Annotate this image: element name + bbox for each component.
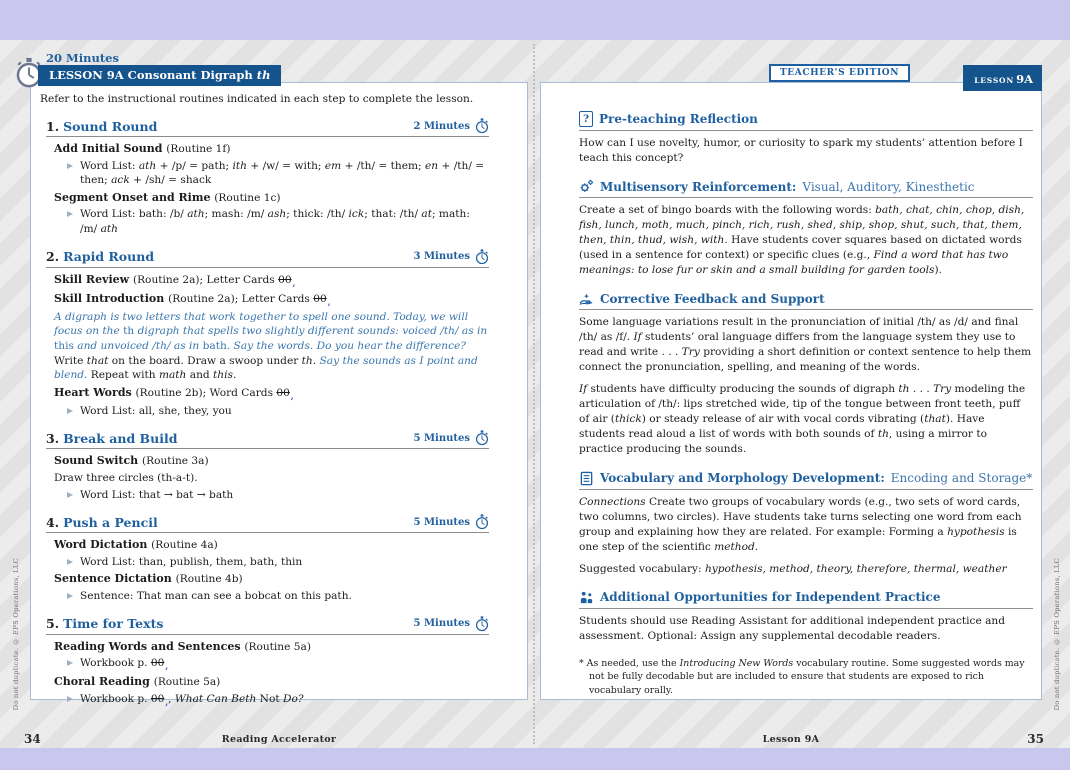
text-segment: digraph that spells two slightly different sounds: voiced /th/ as in [134,325,488,338]
stopwatch-icon [475,118,489,134]
copyright-note-right: Do not duplicate. © EPS Operations, LLC [1053,558,1061,711]
text-segment: at [421,208,432,221]
step-number: 5. [46,616,60,632]
text-segment: th [301,354,313,367]
word-list-text [80,208,470,235]
text-segment: Word List: all, she, they, you [80,404,232,417]
section-subtitle: Encoding and Storage* [890,471,1033,485]
text-segment: Draw three circles (th-a-t). [54,472,198,485]
routine-subhead [54,639,489,655]
text-segment: Suggested vocabulary: [579,562,705,575]
play-bullet-icon [67,211,73,217]
text-segment: , [168,692,175,705]
routine-subhead [54,571,489,587]
section-title: Vocabulary and Morphology Development: [600,471,885,485]
text-segment: ack [111,174,130,187]
text-segment: , [327,296,331,307]
text-segment: Some language variations result in the pronunciation of initial /th/ as /d/ and final /th/ as /f/. [579,316,1019,344]
step-sound-round [46,118,489,237]
text-segment: Skill Introduction [54,291,169,305]
section-header [579,590,1033,609]
text-segment: Word List: that → bat → bath [80,488,234,501]
section-paragraph [579,614,1033,644]
text-segment: , [290,390,294,401]
section-title: Pre-teaching Reflection [599,112,758,126]
text-segment: (Routine 1c) [214,191,281,204]
right-page-number: 35 [1027,732,1044,746]
text-segment: providing a short definition or context sentence to help them connect the pronunciation, spelling, and meaning of the words. [579,346,1032,374]
text-segment: (Routine 3a) [142,455,209,468]
book-spread-background [0,40,1070,748]
text-segment: Word List: than, publish, them, bath, thin [80,555,303,568]
section-header [579,291,1033,310]
text-segment: Not [259,692,280,705]
text-segment: (Routine 4b) [175,573,243,586]
section-subtitle: Visual, Auditory, Kinesthetic [802,179,975,194]
word-list-text [80,556,302,568]
text-segment: hypothesis [947,525,1005,538]
text-segment: en [424,159,439,172]
text-segment: Introducing New Words [679,657,794,669]
step-title: Rapid Round [63,249,155,265]
section-paragraph [579,495,1033,555]
text-segment: If [579,383,588,396]
right-running-foot: Lesson 9A [762,734,820,745]
play-bullet-icon [67,492,73,498]
workbook-line [66,692,489,708]
step-time-for-texts [46,616,489,708]
text-segment: What Can Beth [174,692,260,705]
center-perforation-line [533,44,535,744]
text-segment: (Routine 2a); Letter Cards [168,292,314,305]
word-list-line [66,207,489,236]
section-vocabulary-morphology [579,471,1033,577]
text-segment: hypothesis, method, theory, therefore, thermal, weather [704,562,1007,575]
stopwatch-icon [475,249,489,265]
right-page-content [541,83,1041,698]
lesson-duration-label: 20 Minutes [46,51,119,65]
text-segment: Word Dictation [54,538,152,552]
footnote [579,657,1033,698]
text-segment: 00 [313,292,327,305]
stopwatch-icon [475,616,489,632]
instruction-line [54,471,489,486]
step-header [46,430,489,449]
section-title: Multisensory Reinforcement: [600,179,797,194]
text-segment: . Say the words. Do you hear the difference? [226,339,466,352]
text-segment: * As needed, use the [579,657,680,669]
text-segment: ash [267,208,287,221]
text-segment: If [633,331,642,344]
text-segment: Heart Words [54,385,136,399]
section-pre-teaching-reflection [579,111,1033,166]
text-segment: . [232,369,237,382]
text-segment: ; that: /th/ [364,208,422,221]
stopwatch-icon [475,514,489,530]
routine-subhead [54,453,489,469]
section-multisensory-reinforcement [579,179,1033,278]
routine-subhead [54,537,489,553]
text-segment: ith [232,159,247,172]
section-paragraph [579,315,1033,375]
text-segment: (Routine 4a) [151,539,218,552]
section-additional-opportunities [579,590,1033,644]
text-segment: (Routine 2a); Letter Cards [132,273,279,286]
text-segment: (Routine 5a) [244,640,311,653]
routine-subhead [54,674,489,690]
text-segment: is one step of the scientific [579,525,1017,553]
text-segment: . . . [909,383,934,396]
text-segment: + /sh/ = shack [129,174,212,187]
question-icon: ? [579,111,593,127]
text-segment: Sentence: That man can see a bobcat on this path. [80,590,352,603]
lesson-tab-number: 9A [1016,72,1033,86]
text-segment: , [165,696,169,707]
text-segment: students’ oral language differs from the language system they use to read and write . . . [579,331,1016,359]
text-segment: ; math: /m/ [80,208,470,236]
text-segment: th [898,383,910,396]
step-minutes: 3 Minutes [413,251,470,263]
text-segment: Create a set of bingo boards with the following words: [579,204,876,217]
text-segment: Workbook p. [80,657,151,670]
copyright-note-left: Do not duplicate. © EPS Operations, LLC [12,558,20,711]
word-list-text [80,160,484,187]
text-segment: Word List: [80,159,139,172]
section-header [579,471,1033,490]
text-segment: 00 [150,692,165,705]
step-title: Sound Round [63,118,158,134]
section-paragraph [579,203,1033,278]
play-bullet-icon [67,696,73,702]
text-segment: th [256,68,271,82]
text-segment: Say the sounds as I point and blend. [54,354,478,382]
text-segment: Segment Onset and Rime [54,190,215,204]
left-running-foot: Reading Accelerator [221,734,337,745]
text-segment: Create two groups of vocabulary words (e.g., two sets of word cards, two columns, two circles). Have students take turns selecting one word from each group and explaining how they are related. For example: Forming a [579,495,1022,538]
word-list-text [80,405,232,417]
step-number: 4. [46,514,60,530]
step-minutes: 5 Minutes [413,618,470,630]
step-rapid-round [46,249,489,419]
text-segment: this [213,369,233,382]
text-segment: method [714,540,755,553]
workbook-text [80,657,169,672]
text-segment: and [186,369,214,382]
step-header [46,616,489,635]
step-minutes: 2 Minutes [413,120,470,132]
text-segment: ; thick: /th/ [286,208,349,221]
lesson-tab-label: LESSON [974,76,1015,85]
step-number: 2. [46,249,60,265]
text-segment: em [324,159,342,172]
text-segment: 00 [278,273,292,286]
step-title: Break and Build [63,430,178,446]
text-segment: math [158,369,187,382]
text-segment: vocabulary routine. Some suggested words may not be fully decodable but are included to ensure that students are exposed to rich vocabulary orally. [589,657,1025,696]
right-page [540,82,1042,700]
step-minutes: 5 Minutes [413,432,470,444]
left-page-content [31,83,527,708]
routine-subhead [54,141,489,157]
routine-subhead [54,385,489,402]
section-header [579,111,1033,131]
text-segment: ). Have students read aloud a list of words with both sounds of [579,413,985,441]
step-number: 3. [46,430,60,446]
gears-icon [579,179,594,194]
teacher-script-paragraph [54,310,489,383]
text-segment: How can I use novelty, humor, or curiosity to spark my students’ attention before I teach this concept? [579,137,1023,165]
text-segment: + /p/ = path; [156,159,233,172]
left-page-number: 34 [24,732,41,746]
step-minutes: 5 Minutes [413,516,470,528]
word-list-line [66,488,489,503]
text-segment: Connections [579,495,646,508]
play-bullet-icon [67,408,73,414]
text-segment: thick [614,413,642,426]
text-segment: this [54,339,74,352]
text-segment: Do? [279,692,304,705]
teachers-edition-badge: TEACHER’S EDITION [769,64,910,82]
section-paragraph [579,382,1033,457]
text-segment: Try [933,383,952,396]
text-segment: 00 [276,386,290,399]
text-segment: ; mash: /m/ [204,208,268,221]
left-page [30,82,528,707]
stopwatch-icon [475,430,489,446]
text-segment: and unvoiced /th/ as in [73,339,203,352]
routine-subhead [54,190,489,206]
text-segment: , using a mirror to practice producing the sounds. [579,428,987,456]
step-header [46,249,489,268]
step-number: 1. [46,118,60,134]
section-corrective-feedback [579,291,1033,457]
step-break-and-build [46,430,489,502]
play-bullet-icon [67,163,73,169]
text-segment: Students should use Reading Assistant for additional independent practice and assessment. Optional: Assign any supplemental decodable readers. [579,614,1006,642]
lesson-title-banner [38,65,281,86]
text-segment: Repeat with [87,369,159,382]
text-segment: . [754,540,759,553]
text-segment: ). [934,264,943,277]
document-icon [579,471,594,486]
text-segment: ath [100,223,118,236]
text-segment: , [292,277,296,288]
text-segment: + /th/ = then; [80,159,485,187]
step-title: Time for Texts [63,616,164,632]
text-segment: Sound Switch [54,454,142,468]
text-segment: 00 [150,657,165,670]
step-push-a-pencil [46,514,489,603]
play-bullet-icon [67,660,73,666]
text-segment: Add Initial Sound [54,142,167,155]
text-segment: Choral Reading [54,675,154,689]
section-header [579,179,1033,198]
word-list-line [66,404,489,419]
step-title: Push a Pencil [63,514,158,530]
text-segment: ath [138,159,157,172]
play-bullet-icon [67,593,73,599]
word-list-text [80,489,233,501]
text-segment: ) or steady release of air with vocal cords vibrating ( [641,413,925,426]
text-segment: modeling the articulation of /th/: lips stretched wide, tip of the tongue between front teeth, puff of air ( [579,383,1026,426]
text-segment: Find a word that has two meanings: to lose fur or skin and a small building for garden tools [579,249,1009,277]
text-segment: + /th/ = them; [341,159,425,172]
text-segment: ath [187,208,205,221]
workbook-text [80,693,304,705]
workbook-line [66,656,489,672]
text-segment: Skill Review [54,272,133,286]
lesson-instructions: Refer to the instructional routines indicated in each step to complete the lesson. [40,93,474,105]
text-segment: bath, chat, chin, chop, dish, fish, lunch, moth, much, pinch, rich, rush, shed, ship, shop, shut, such, that, them, then, thin, thud, wish, with [579,204,1025,247]
text-segment: on the board. Draw a swoop under [108,354,302,367]
text-segment: (Routine 5a) [153,676,221,689]
text-segment: A digraph is two letters that work together to spell one sound. Today, we will focus on the [54,310,469,338]
step-header [46,514,489,533]
routine-subhead [54,291,489,308]
text-segment: (Routine 2b); Word Cards [135,386,277,399]
sentence-line [66,589,489,604]
people-icon [579,590,594,605]
text-segment: that [924,413,946,426]
text-segment: th [123,325,135,338]
text-segment: students have difficulty producing the sounds of digraph [587,383,899,396]
word-list-line [66,555,489,570]
text-segment: + /w/ = with; [246,159,325,172]
text-segment: (Routine 1f) [166,143,231,155]
text-segment: bath [202,339,227,352]
step-header [46,118,489,137]
text-segment: th [877,428,889,441]
routine-subhead [54,272,489,289]
section-title: Additional Opportunities for Independent Practice [600,590,941,605]
lesson-tab [963,65,1042,91]
word-list-line [66,159,489,188]
section-title: Corrective Feedback and Support [600,291,825,306]
text-segment: Workbook p. [80,692,151,705]
helping-hand-icon [579,291,594,306]
text-segment: , [165,661,169,672]
text-segment: Reading Words and Sentences [54,639,245,653]
text-segment: . [312,354,320,367]
section-paragraph [579,562,1033,577]
text-segment: Try [681,346,700,359]
text-segment: . Have students cover squares based on dictated words (used in a sentence for context) or specific clues (e.g., [579,234,1022,262]
play-bullet-icon [67,559,73,565]
text-segment: Word List: bath: /b/ [80,208,188,221]
text-segment: ick [348,208,365,221]
text-segment: that [86,354,109,367]
text-segment: Write [54,354,87,367]
sentence-text [80,590,352,602]
section-paragraph [579,136,1033,166]
text-segment: Sentence Dictation [54,572,176,586]
text-segment: LESSON 9A Consonant Digraph [49,68,257,82]
